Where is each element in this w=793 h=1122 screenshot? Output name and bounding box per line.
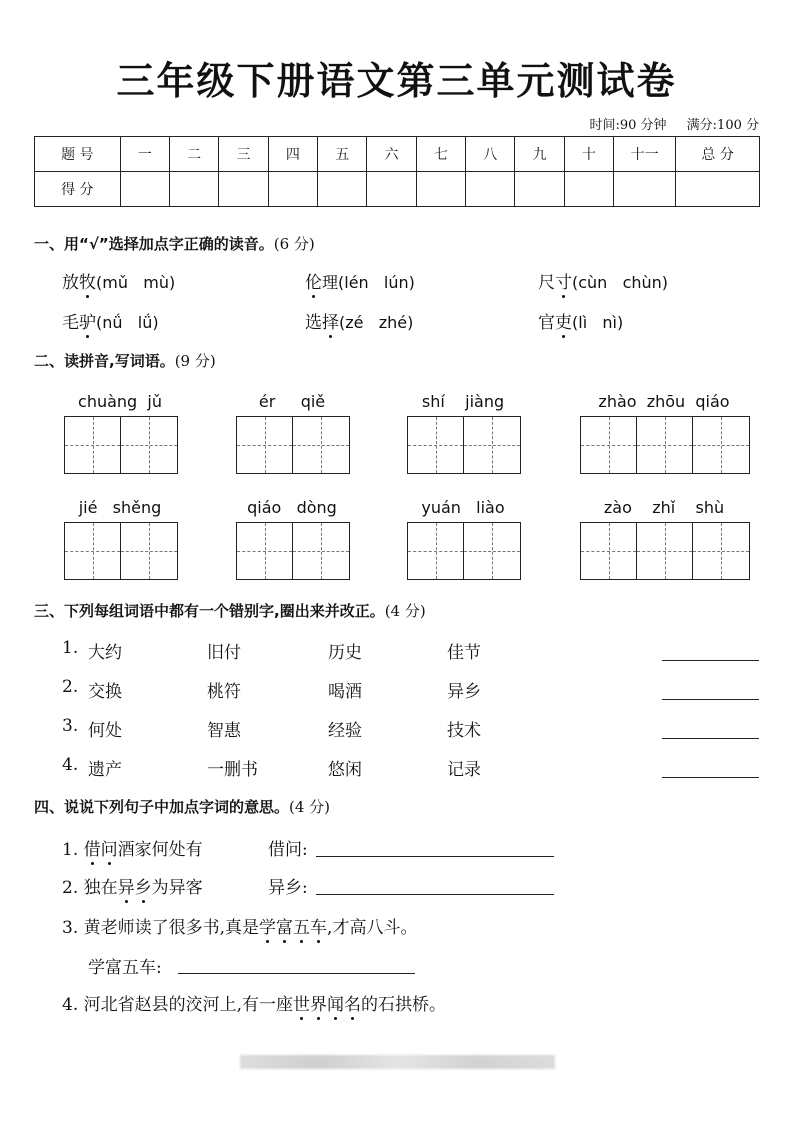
dotted-phrase — [293, 995, 361, 1015]
dotted-char: 世 — [293, 995, 311, 1015]
dotted-char: 择 — [322, 313, 339, 333]
section2-heading-text: 二、读拼音,写词语。 — [34, 352, 175, 370]
exam-full-score: 满分:100 分 — [686, 118, 759, 133]
answer-line-1[interactable] — [316, 855, 554, 857]
score-header-cell: 七 — [416, 137, 465, 172]
score-header-cell: 十 — [564, 137, 613, 172]
exam-time: 时间:90 分钟 — [589, 118, 667, 133]
pinyin-label: jié shěng — [78, 498, 162, 517]
score-header-cell: 总 分 — [676, 137, 760, 172]
q-text: 的石拱桥。 — [361, 995, 447, 1015]
s4-question-2 — [62, 873, 203, 898]
s4-question-1 — [62, 835, 203, 860]
s1-item[interactable] — [305, 308, 413, 333]
s1-item[interactable] — [305, 268, 415, 293]
pinyin-label: zhào zhōu qiáo — [598, 392, 730, 411]
grid-cell[interactable] — [293, 417, 349, 473]
grid-cell[interactable] — [464, 417, 520, 473]
q-text: ,才高八斗。 — [327, 918, 418, 938]
pinyin-label: shí jiàng — [421, 392, 505, 411]
pinyin-options: (lì nì) — [572, 313, 624, 332]
row-number: 2. — [62, 677, 79, 697]
dotted-phrase — [118, 878, 152, 898]
pinyin-options: (nǘ lǘ) — [96, 313, 159, 332]
dotted-char: 驴 — [79, 313, 96, 333]
dotted-char: 五 — [293, 918, 311, 938]
score-header-cell: 六 — [367, 137, 416, 172]
word[interactable]: 经验 — [328, 721, 362, 741]
writing-grid[interactable] — [407, 416, 521, 474]
grid-cell[interactable] — [293, 523, 349, 579]
section1-heading — [34, 233, 315, 254]
word[interactable]: 遗产 — [88, 760, 122, 780]
score-header-cell: 四 — [268, 137, 317, 172]
s1-item[interactable] — [62, 308, 159, 333]
item-text: 选 — [305, 313, 322, 333]
word[interactable]: 智惠 — [207, 721, 241, 741]
section4-points: (4 分) — [289, 798, 331, 816]
blurred-footer — [240, 1055, 555, 1069]
q-text: 酒家何处有 — [117, 840, 203, 860]
score-input-cell[interactable] — [170, 172, 219, 207]
q-num: 2. — [62, 878, 79, 898]
score-input-cell[interactable] — [268, 172, 317, 207]
s1-item[interactable] — [538, 268, 668, 293]
correction-line[interactable] — [662, 737, 759, 739]
pinyin-label: yuán liào — [421, 498, 505, 517]
dotted-char: 伦 — [305, 273, 322, 293]
score-input-cell[interactable] — [219, 172, 268, 207]
row-number: 1. — [62, 638, 79, 658]
grid-cell[interactable] — [693, 523, 749, 579]
section2-points: (9 分) — [174, 352, 216, 370]
s4-answer-3-label: 学富五车: — [88, 958, 162, 978]
row-number: 4. — [62, 755, 79, 775]
grid-cell[interactable] — [581, 523, 637, 579]
correction-line[interactable] — [662, 659, 759, 661]
word[interactable]: 一删书 — [207, 760, 258, 780]
exam-meta — [573, 114, 759, 133]
dotted-char: 问 — [100, 840, 118, 860]
word[interactable]: 历史 — [328, 643, 362, 663]
grid-cell[interactable] — [693, 417, 749, 473]
score-input-cell[interactable] — [614, 172, 676, 207]
s4-answer-2-label: 异乡: — [268, 878, 308, 898]
word[interactable]: 旧付 — [207, 643, 241, 663]
score-input-cell[interactable] — [120, 172, 169, 207]
pinyin-options: (cùn chùn) — [572, 273, 669, 292]
score-input-cell[interactable] — [318, 172, 367, 207]
score-header-cell: 十一 — [614, 137, 676, 172]
writing-grid[interactable] — [236, 416, 350, 474]
writing-grid[interactable] — [236, 522, 350, 580]
writing-grid[interactable] — [580, 522, 750, 580]
grid-cell[interactable] — [237, 417, 293, 473]
score-header-cell: 五 — [318, 137, 367, 172]
answer-line-3[interactable] — [178, 972, 415, 974]
s1-item[interactable] — [538, 308, 623, 333]
q-text: 黄老师读了很多书,真是 — [83, 918, 260, 938]
grid-cell[interactable] — [408, 523, 464, 579]
correction-line[interactable] — [662, 776, 759, 778]
section3-heading-text: 三、下列每组词语中都有一个错别字,圈出来并改正。 — [34, 602, 385, 620]
correction-line[interactable] — [662, 698, 759, 700]
grid-cell[interactable] — [408, 417, 464, 473]
dotted-char: 乡 — [134, 878, 152, 898]
pinyin-options: (zé zhé) — [339, 313, 414, 332]
s1-item[interactable] — [62, 268, 175, 293]
score-input-cell[interactable] — [676, 172, 760, 207]
s4-question-3 — [62, 913, 417, 938]
dotted-char: 车 — [310, 918, 328, 938]
dotted-char: 寸 — [555, 273, 572, 293]
dotted-char: 闻 — [327, 995, 345, 1015]
section1-points: (6 分) — [273, 235, 315, 253]
word[interactable]: 记录 — [447, 760, 481, 780]
grid-cell[interactable] — [121, 523, 177, 579]
dotted-phrase — [84, 840, 118, 860]
score-header-cell: 一 — [120, 137, 169, 172]
score-header-cell: 九 — [515, 137, 564, 172]
dotted-char: 牧 — [79, 273, 96, 293]
grid-cell[interactable] — [237, 523, 293, 579]
row-number: 3. — [62, 716, 79, 736]
s4-answer-1-label: 借问: — [268, 840, 308, 860]
grid-cell[interactable] — [581, 417, 637, 473]
writing-grid[interactable] — [64, 522, 178, 580]
score-table-header — [35, 137, 760, 172]
pinyin-label: ér qiě — [258, 392, 326, 411]
word[interactable]: 佳节 — [447, 643, 481, 663]
page-title: 三年级下册语文第三单元测试卷 — [116, 58, 677, 103]
pinyin-label: chuàng jǔ — [78, 392, 162, 411]
dotted-char: 富 — [276, 918, 294, 938]
score-input-cell[interactable] — [416, 172, 465, 207]
score-table — [34, 136, 760, 207]
section2-heading — [34, 350, 216, 371]
word[interactable]: 桃符 — [207, 682, 241, 702]
q-num: 3. — [62, 918, 79, 938]
writing-grid[interactable] — [407, 522, 521, 580]
s4-question-4 — [62, 990, 446, 1015]
score-header-cell: 八 — [466, 137, 515, 172]
score-header-cell: 二 — [170, 137, 219, 172]
score-input-cell[interactable] — [564, 172, 613, 207]
grid-cell[interactable] — [464, 523, 520, 579]
section1-heading-text: 一、用“√”选择加点字正确的读音。 — [34, 235, 274, 253]
pinyin-label: qiáo dòng — [247, 498, 337, 517]
q-text: 为异客 — [151, 878, 203, 898]
item-text: 毛 — [62, 313, 79, 333]
dotted-char: 吏 — [555, 313, 572, 333]
grid-cell[interactable] — [65, 523, 121, 579]
pinyin-options: (mǔ mù) — [96, 273, 176, 292]
dotted-char: 界 — [310, 995, 328, 1015]
writing-grid[interactable] — [580, 416, 750, 474]
score-input-cell[interactable] — [367, 172, 416, 207]
q-text: 河北省赵县的洨河上,有一座 — [83, 995, 294, 1015]
writing-grid[interactable] — [64, 416, 178, 474]
score-header-cell: 三 — [219, 137, 268, 172]
section3-heading — [34, 600, 426, 621]
q-num: 1. — [62, 840, 79, 860]
pinyin-label: zào zhǐ shù — [603, 498, 725, 517]
word[interactable]: 喝酒 — [328, 682, 362, 702]
section4-heading — [34, 796, 330, 817]
grid-cell[interactable] — [637, 523, 693, 579]
item-text: 放 — [62, 273, 79, 293]
grid-cell[interactable] — [637, 417, 693, 473]
word[interactable]: 技术 — [447, 721, 481, 741]
dotted-char: 学 — [259, 918, 277, 938]
item-text: 尺 — [538, 273, 555, 293]
word[interactable]: 何处 — [88, 721, 122, 741]
score-input-cell[interactable] — [515, 172, 564, 207]
word[interactable]: 异乡 — [447, 682, 481, 702]
dotted-phrase — [259, 918, 327, 938]
section3-points: (4 分) — [384, 602, 426, 620]
score-row-label: 得 分 — [35, 172, 121, 207]
score-table-row — [35, 172, 760, 207]
word[interactable]: 大约 — [88, 643, 122, 663]
q-num: 4. — [62, 995, 79, 1015]
dotted-char: 异 — [117, 878, 135, 898]
dotted-char: 名 — [344, 995, 362, 1015]
score-header-label: 题 号 — [35, 137, 121, 172]
score-input-cell[interactable] — [466, 172, 515, 207]
item-text: 官 — [538, 313, 555, 333]
word[interactable]: 交换 — [88, 682, 122, 702]
pinyin-options: 理(lén lún) — [322, 273, 415, 292]
word[interactable]: 悠闲 — [328, 760, 362, 780]
q-text: 独在 — [83, 878, 118, 898]
grid-cell[interactable] — [121, 417, 177, 473]
section4-heading-text: 四、说说下列句子中加点字词的意思。 — [34, 798, 290, 816]
answer-line-2[interactable] — [316, 893, 554, 895]
grid-cell[interactable] — [65, 417, 121, 473]
dotted-char: 借 — [83, 840, 101, 860]
